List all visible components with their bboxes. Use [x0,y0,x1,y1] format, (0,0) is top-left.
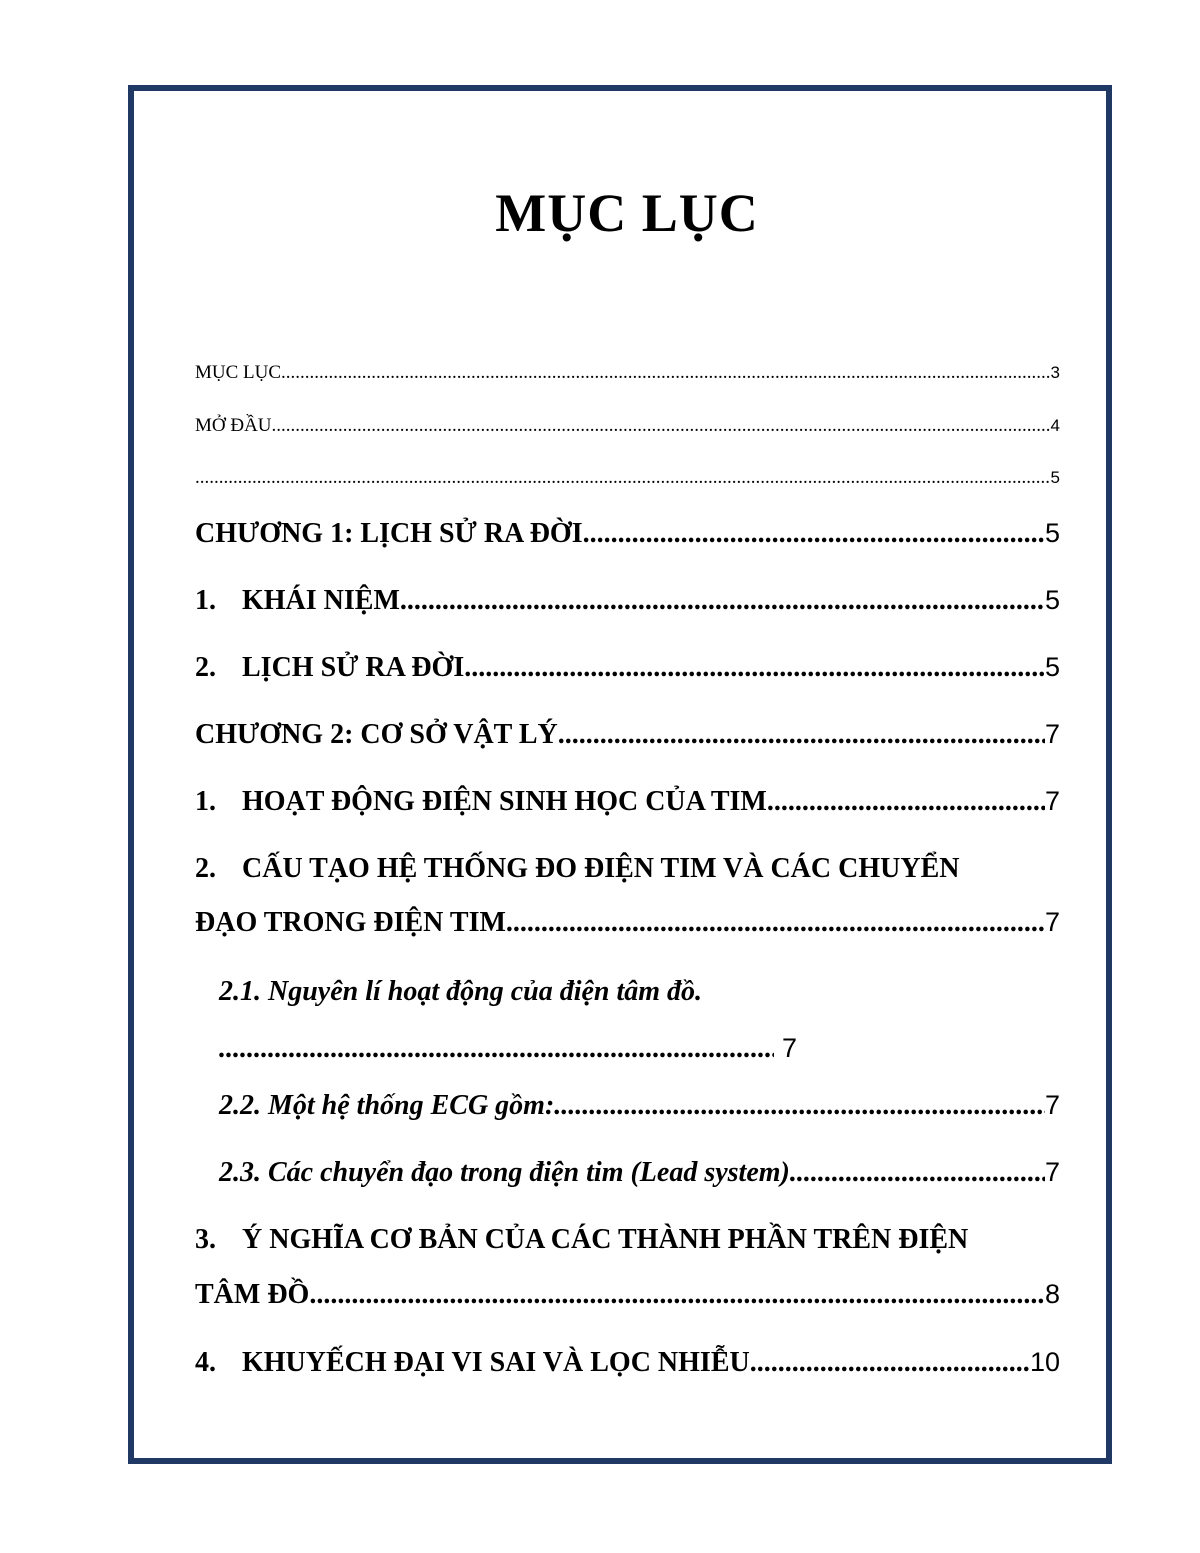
dot-leader [195,467,1051,489]
toc-entry-page: 5 [1050,468,1060,487]
toc-entry-label: 2.1. Nguyên lí hoạt động của điện tâm đồ. [219,976,703,1007]
dot-leader [464,652,1045,684]
toc-entry-2-2[interactable] [219,1090,1060,1122]
toc-entry-chuong-1[interactable] [195,518,1060,550]
dot-leader [309,1279,1045,1311]
dot-leader [558,719,1045,751]
toc-entry-page: 5 [1044,585,1060,615]
toc-entry-page: 7 [1044,786,1060,816]
toc-entry-cau-tao-line2[interactable] [195,907,1060,939]
toc-entry-khai-niem[interactable] [195,585,1060,617]
toc-entry-page: 5 [1044,518,1060,548]
toc-entry-label: 2.3. Các chuyển đạo trong điện tim (Lead system) [219,1157,790,1188]
toc-entry-page: 7 [1044,1090,1060,1120]
toc-entry-khuyech-dai[interactable] [195,1347,1060,1379]
dot-leader [272,415,1051,437]
toc-entry-cau-tao-line1[interactable] [195,853,1060,885]
toc-entry-label: MỤC LỤC [195,362,282,383]
toc-entry-mo-dau[interactable] [195,415,1060,437]
toc-entry-number: 4. [195,1347,216,1378]
toc-entry-label: LỊCH SỬ RA ĐỜI [242,652,465,683]
toc-entry-label: CHƯƠNG 1: LỊCH SỬ RA ĐỜI [195,518,583,549]
dot-leader [281,362,1050,384]
toc-entry-page: 10 [1029,1347,1060,1377]
toc-entry-2-3[interactable] [219,1157,1060,1189]
toc-entry-number: 1. [195,585,216,616]
toc-entry-lich-su[interactable] [195,652,1060,684]
toc-entry-label: ĐẠO TRONG ĐIỆN TIM [195,907,506,938]
toc-entry-page: 8 [1044,1279,1060,1309]
dot-leader [554,1090,1045,1122]
toc-entry-label: TÂM ĐỒ [195,1279,310,1310]
toc-entry-label: Ý NGHĨA CƠ BẢN CỦA CÁC THÀNH PHẦN TRÊN ĐIỆN [242,1224,969,1255]
toc-entry-page: 4 [1050,416,1060,435]
page-title: MỤC LỤC [495,183,759,243]
dot-leader [219,1033,774,1065]
toc-entry-label: CHƯƠNG 2: CƠ SỞ VẬT LÝ [195,719,558,750]
toc-entry-label: KHUYẾCH ĐẠI VI SAI VÀ LỌC NHIỄU [242,1347,750,1378]
dot-leader [750,1347,1030,1379]
toc-entry-label: CẤU TẠO HỆ THỐNG ĐO ĐIỆN TIM VÀ CÁC CHUYỂN [242,853,960,884]
toc-entry-label: MỞ ĐẦU [195,415,272,436]
toc-entry-y-nghia-line2[interactable] [195,1279,1060,1311]
toc-entry-muc-luc[interactable] [195,362,1060,384]
dot-leader [790,1157,1045,1189]
toc-entry-2-1-line2[interactable] [219,1033,797,1065]
toc-entry-label: 2.2. Một hệ thống ECG gồm: [219,1090,555,1121]
toc-entry-page: 7 [1044,1157,1060,1187]
toc-entry-page: 7 [781,1033,797,1063]
toc-entry-number: 1. [195,786,216,817]
toc-entry-hoat-dong[interactable] [195,786,1060,818]
toc-entry-label: KHÁI NIỆM [242,585,400,616]
dot-leader [400,585,1045,617]
toc-entry-number: 2. [195,652,216,683]
dot-leader [767,786,1045,818]
toc-entry-2-1-line1[interactable] [219,976,702,1008]
dot-leader [583,518,1045,550]
toc-entry-number: 3. [195,1224,216,1255]
dot-leader [506,907,1045,939]
toc-entry-chuong-2[interactable] [195,719,1060,751]
toc-entry-blank[interactable] [195,467,1060,489]
toc-entry-label: HOẠT ĐỘNG ĐIỆN SINH HỌC CỦA TIM [242,786,767,817]
toc-entry-page: 3 [1050,363,1060,382]
toc-entry-y-nghia-line1[interactable] [195,1224,1060,1256]
toc-entry-page: 7 [1044,719,1060,749]
toc-entry-number: 2. [195,853,216,884]
page-border [128,85,1112,1464]
toc-entry-page: 5 [1044,652,1060,682]
toc-entry-page: 7 [1044,907,1060,937]
